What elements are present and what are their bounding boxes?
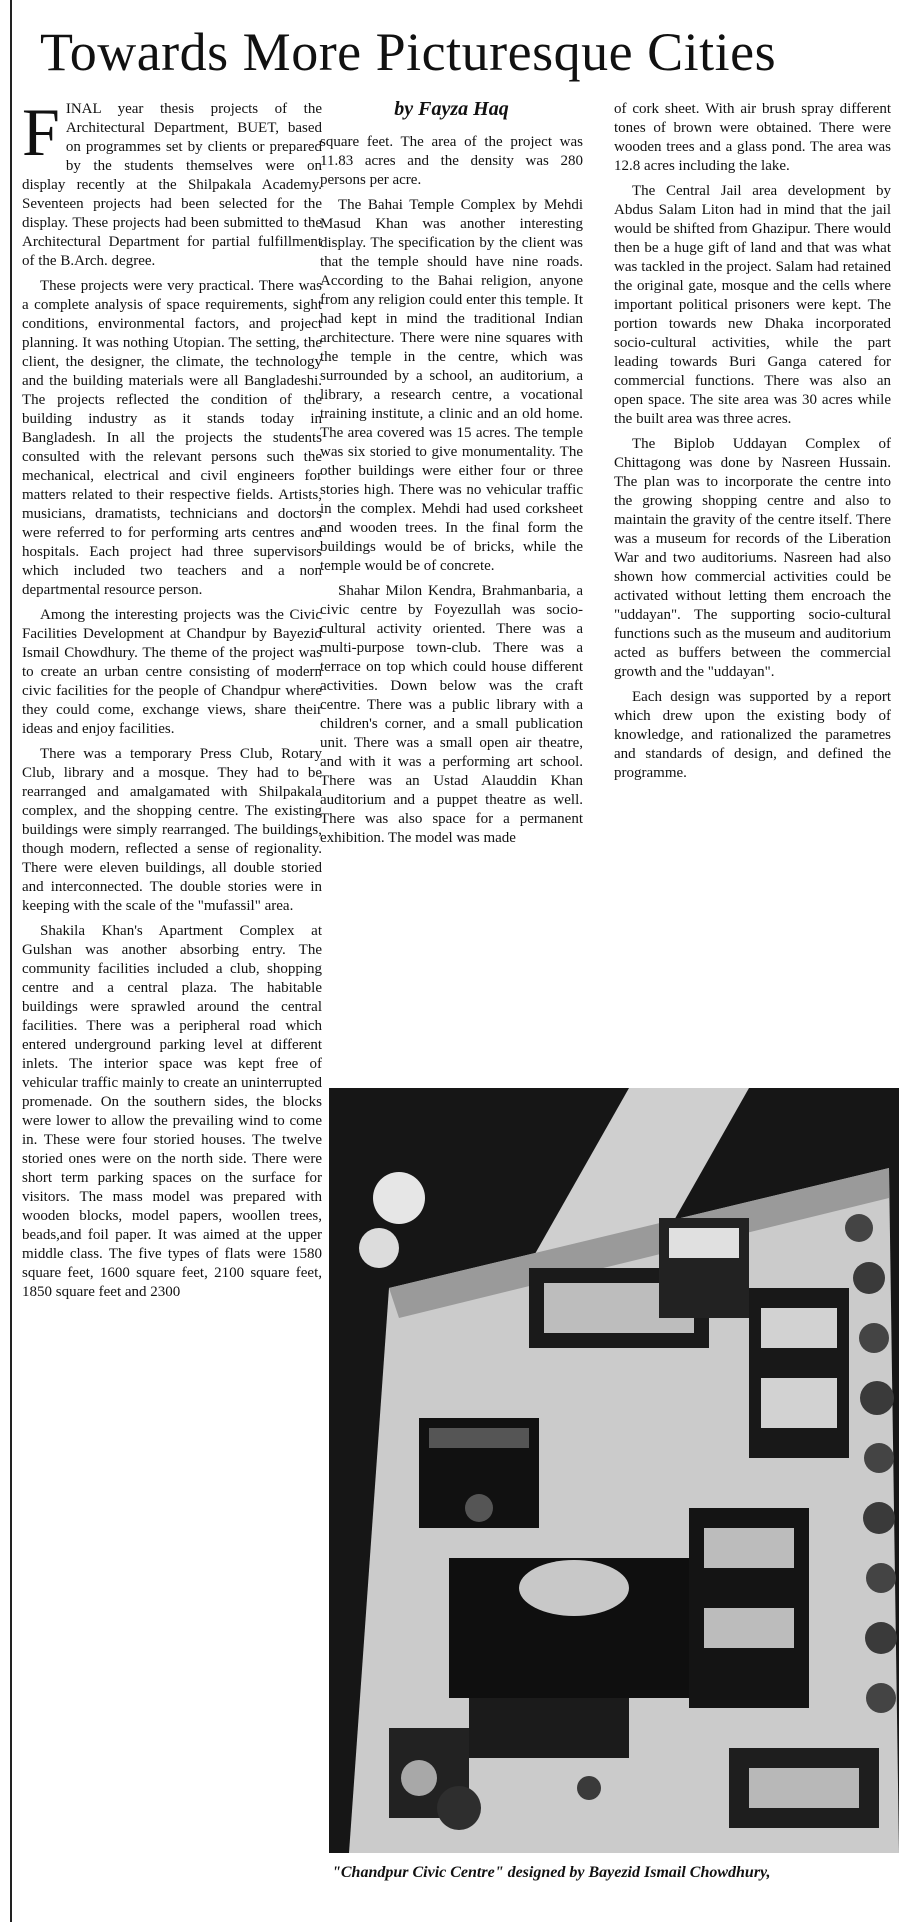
column-rule	[10, 0, 12, 1922]
photo-caption: "Chandpur Civic Centre" designed by Bayezid Ismail Chowdhury,	[332, 1864, 771, 1881]
architectural-model-photo-icon	[329, 1088, 899, 1853]
paragraph: The Bahai Temple Complex by Mehdi Masud Khan was another interesting display. The specification by the client was that the temple should have nine roads. According to the Bahai religion, anyone from any religion could enter this temple. It had kept in mind the traditional Indian architecture. There were nine squares with the temple in the centre, which was surrounded by a school, an auditorium, a library, a research centre, a vocational training institute, a clinic and an old home. The area covered was 15 acres. The temple was six storied to give monumentality. The other buildings were either four or three stories high. There was no vehicular traffic in the complex. Mehdi had used corksheet and wooden trees. In the final form the buildings would be of bricks, while the temple would be of concrete.	[320, 197, 583, 574]
drop-cap: F	[22, 94, 60, 170]
headline: Towards More Picturesque Cities	[40, 22, 777, 82]
column-3	[614, 100, 891, 789]
paragraph: Shakila Khan's Apartment Complex at Gulshan was another absorbing entry. The community facilities included a club, shopping centre and a central plaza. The habitable buildings were sprawled around the central facilities. There was a peripheral road which entered underground parking level at different inlets. The interior space was kept free of vehicular traffic mainly to create an uninterrupted promenade. On the southern sides, the blocks were lower to allow the prevailing wind to come in. These were four storied houses. The twelve storied ones were on the north side. There were short term parking spaces on the surface for visitors. The mass model was prepared with wooden blocks, model papers, woollen trees, beads,and foil paper. It was aimed at the upper middle class. The five types of flats were 1580 square feet, 1600 square feet, 2100 square feet, 1850 square feet and 2300	[22, 923, 322, 1300]
column-2	[320, 100, 583, 854]
paragraph: Each design was supported by a report which drew upon the existing body of knowledge, and rationalized the parametres and standards of design, and defined the programme.	[614, 689, 891, 781]
paragraph: FINAL year thesis projects of the Architectural Department, BUET, based on programmes set by clients or prepared by the students themselves were on display recently at the Shilpakala Academy. Seventeen projects had been selected for the display. These projects had been submitted to the Architectural Department for partial fulfillment of the B.Arch. degree.	[22, 94, 322, 269]
paragraph: square feet. The area of the project was 11.83 acres and the density was 280 persons per acre.	[320, 134, 583, 188]
model-photo	[329, 1088, 899, 1853]
column-1	[22, 94, 322, 1308]
paragraph: of cork sheet. With air brush spray different tones of brown were obtained. There were wooden trees and a glass pond. The area was 12.8 acres including the lake.	[614, 101, 891, 174]
paragraph: There was a temporary Press Club, Rotary Club, library and a mosque. They had to be rearranged and amalgamated with Shilpakala complex, and the shopping centre. The existing buildings were simply rearranged. The buildings, though modern, reflected a sense of regionality. There were eleven buildings, all double storied and interconnected. The double stories were in keeping with the scale of the "mufassil" area.	[22, 746, 322, 914]
paragraph: Among the interesting projects was the Civic Facilities Development at Chandpur by Bayezid Ismail Chowdhury. The theme of the project was to create an urban centre consisting of modern civic facilities for the people of Chandpur where they could come, exchange views, share their ideas and enjoy facilities.	[22, 607, 322, 737]
paragraph: Shahar Milon Kendra, Brahmanbaria, a civic centre by Foyezullah was socio-cultural activity oriented. There was a multi-purpose town-club. There was a terrace on top which could house different activities. Down below was the craft centre. There was a public library with a children's corner, and a small publication unit. There was a small open air theatre, and with it was a performing art school. There was an Ustad Alauddin Khan auditorium and a puppet theatre as well. There was also space for a permanent exhibition. The model was made	[320, 583, 583, 846]
paragraph: The Biplob Uddayan Complex of Chittagong was done by Nasreen Hussain. The plan was to incorporate the centre into the growing shopping centre and also to maintain the gravity of the centre itself. There was a museum for records of the Liberation War and two auditoriums. Nasreen had also shown how commercial activities could be activated without letting them encroach the "uddayan". The supporting socio-cultural functions such as the museum and auditorium acted as buffers between the commercial growth and the "uddayan".	[614, 436, 891, 680]
byline: by Fayza Haq	[394, 98, 509, 120]
paragraph: These projects were very practical. There was a complete analysis of space requirements, sight conditions, environmental factors, and project planning. It was nothing Utopian. The setting, the client, the designer, the climate, the technology and the building materials were all Bangladeshi. The projects reflected the condition of the building industry as it stands today in Bangladesh. In all the projects the students consulted with the relevant persons such the mechanical, electrical and civil engineers for matters related to their respective fields. Artists, musicians, dramatists, technicians and doctors were referred to for performing arts centres and hospitals. Each project had three supervisors which included two teachers and a non departmental resource person.	[22, 278, 322, 598]
paragraph: The Central Jail area development by Abdus Salam Liton had in mind that the jail would be shifted from Ghazipur. There would then be a huge gift of land and that was what was tackled in the project. Salam had retained the original gate, mosque and the cells where important political prisoners were kept. The portion towards new Dhaka incorporated socio-cultural activities, while the part leading towards Buri Ganga catered for commercial functions. There was also an open space. The site area was 30 acres while the built area was three acres.	[614, 183, 891, 427]
